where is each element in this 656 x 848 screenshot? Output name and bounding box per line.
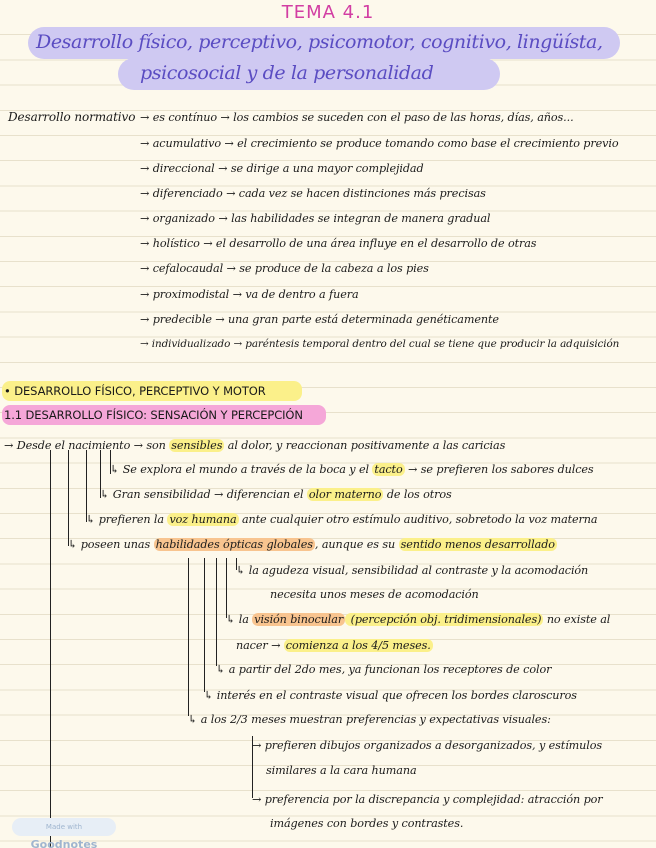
note-line: → preferencia por la discrepancia y complejidad: atracción por [252,793,603,806]
normative-item: → acumulativo → el crecimiento se produce tomando como base el crecimiento previo [140,137,619,150]
normative-item: → es contínuo → los cambios se suceden con el paso de las horas, días, años... [140,111,574,124]
note-line: imágenes con bordes y contrastes. [270,817,464,830]
app-name: Goodnotes [30,838,98,848]
note-line: ↳ poseen unas habilidades ópticas globales , aunque es su sentido menos desarrollado [68,538,555,551]
note-line: necesita unos meses de acomodación [270,588,479,601]
page-title: TEMA 4.1 [281,2,375,23]
normative-label: Desarrollo normativo [8,110,136,124]
normative-item: → proximodistal → va de dentro a fuera [140,288,359,301]
note-line: ↳ Gran sensibilidad → diferencian el olor materno de los otros [100,488,452,501]
goodnotes-badge [12,818,116,848]
note-line: ↳ la agudeza visual, sensibilidad al contraste y la acomodación [236,564,589,577]
note-line: ↳ a los 2/3 meses muestran preferencias y expectativas visuales: [188,713,551,726]
note-line: nacer → comienza a los 4/5 meses. [236,639,431,652]
normative-item: → cefalocaudal → se produce de la cabeza a los pies [140,262,429,275]
tree-line [216,558,217,666]
tree-line [50,450,51,848]
normative-item: → diferenciado → cada vez se hacen distinciones más precisas [140,187,486,200]
tree-line [204,558,205,692]
normative-item: → predecible → una gran parte está determinada genéticamente [140,313,499,326]
subtitle-line-1: Desarrollo físico, perceptivo, psicomotor, cognitivo, lingüísta, [36,31,603,53]
note-line: ↳ prefieren la voz humana ante cualquier otro estímulo auditivo, sobretodo la voz materna [86,513,598,526]
section-heading: • DESARROLLO FÍSICO, PERCEPTIVO Y MOTOR [4,384,266,398]
note-line: ↳ la visión binocular (percepción obj. tridimensionales) no existe al [226,613,611,626]
tree-line [226,558,227,618]
note-line: similares a la cara humana [266,764,417,777]
normative-item: → direccional → se dirige a una mayor complejidad [140,162,424,175]
normative-item: → individualizado → paréntesis temporal dentro del cual se tiene que producir la adquisición [140,338,620,350]
subtitle-line-2: psicosocial y de la personalidad [140,62,434,84]
tree-line [188,558,189,716]
note-line: ↳ Se explora el mundo a través de la boca y el tacto → se prefieren los sabores dulces [110,463,594,476]
made-with-label: Made with [45,823,83,831]
note-line: ↳ a partir del 2do mes, ya funcionan los receptores de color [216,663,552,676]
tree-line [68,450,69,546]
note-line: → prefieren dibujos organizados a desorganizados, y estímulos [252,739,603,752]
note-line: → Desde el nacimiento → son sensibles al dolor, y reaccionan positivamente a las caricias [4,439,506,452]
normative-item: → holístico → el desarrollo de una área influye en el desarrollo de otras [140,237,537,250]
normative-item: → organizado → las habilidades se integran de manera gradual [140,212,491,225]
section-subheading: 1.1 DESARROLLO FÍSICO: SENSACIÓN Y PERCEPCIÓN [4,408,303,422]
note-line: ↳ interés en el contraste visual que ofrecen los bordes claroscuros [204,689,577,702]
